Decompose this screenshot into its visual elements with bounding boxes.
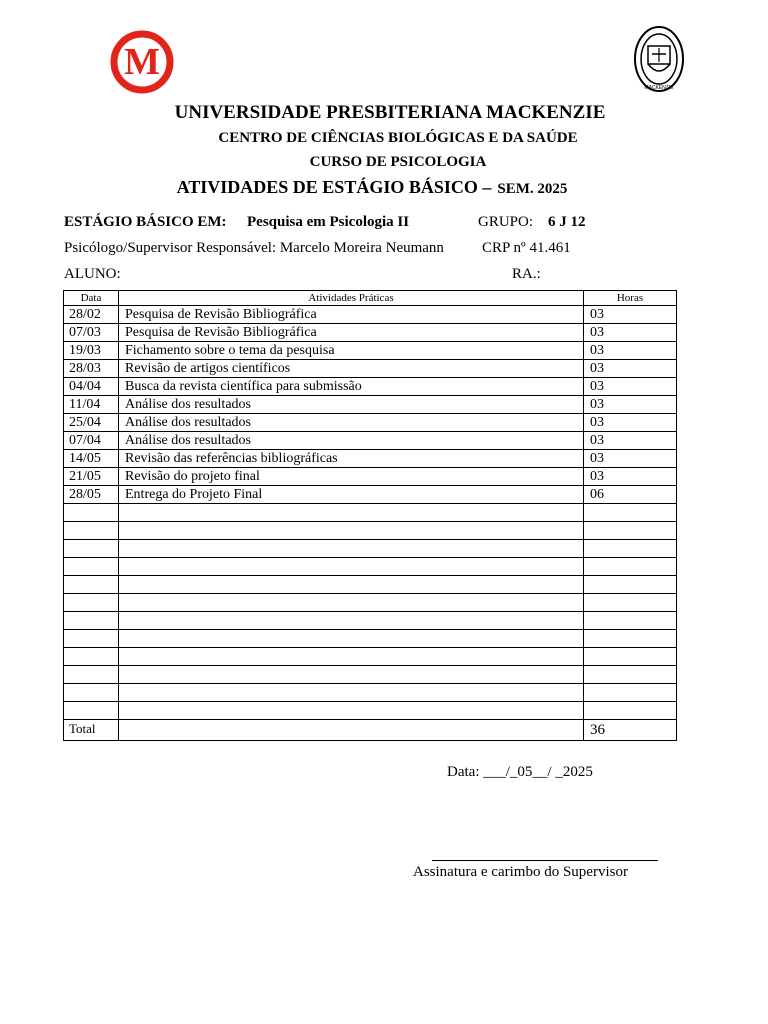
cell-date: 28/03	[64, 360, 119, 378]
cell-activity: Análise dos resultados	[119, 396, 584, 414]
grupo-value: 6 J 12	[548, 214, 586, 230]
supervisor: Psicólogo/Supervisor Responsável: Marcelo Moreira Neumann	[64, 240, 444, 256]
header-data: Data	[64, 291, 119, 306]
table-row	[64, 666, 677, 684]
table-row	[64, 540, 677, 558]
cell-hours	[584, 612, 677, 630]
cell-activity	[119, 630, 584, 648]
cell-hours: 03	[584, 396, 677, 414]
cell-hours: 06	[584, 486, 677, 504]
cell-hours	[584, 504, 677, 522]
cell-date	[64, 504, 119, 522]
university-name: UNIVERSIDADE PRESBITERIANA MACKENZIE	[174, 102, 606, 123]
cell-hours: 03	[584, 360, 677, 378]
total-value: 36	[584, 720, 677, 741]
header-horas: Horas	[584, 291, 677, 306]
cell-date	[64, 630, 119, 648]
table-row	[64, 558, 677, 576]
cell-date: 28/05	[64, 486, 119, 504]
cell-date: 25/04	[64, 414, 119, 432]
cell-date	[64, 648, 119, 666]
table-row	[64, 522, 677, 540]
cell-activity	[119, 504, 584, 522]
cell-activity	[119, 558, 584, 576]
total-row	[64, 720, 677, 741]
cell-activity	[119, 612, 584, 630]
table-row	[64, 342, 677, 360]
cell-activity	[119, 648, 584, 666]
table-row	[64, 576, 677, 594]
cell-hours: 03	[584, 450, 677, 468]
cell-hours	[584, 594, 677, 612]
cell-hours	[584, 684, 677, 702]
cell-activity	[119, 576, 584, 594]
signature-label: Assinatura e carimbo do Supervisor	[413, 864, 628, 880]
page-title	[0, 177, 756, 198]
cell-activity: Pesquisa de Revisão Bibliográfica	[119, 306, 584, 324]
cell-activity: Entrega do Projeto Final	[119, 486, 584, 504]
cell-date	[64, 612, 119, 630]
cell-date	[64, 522, 119, 540]
cell-activity: Pesquisa de Revisão Bibliográfica	[119, 324, 584, 342]
cell-activity: Revisão do projeto final	[119, 468, 584, 486]
table-row	[64, 396, 677, 414]
cell-hours: 03	[584, 414, 677, 432]
table-row	[64, 360, 677, 378]
table-row	[64, 684, 677, 702]
cell-activity: Revisão das referências bibliográficas	[119, 450, 584, 468]
cell-activity	[119, 666, 584, 684]
cell-date	[64, 594, 119, 612]
seal-text: MACKENZIE	[644, 85, 674, 91]
table-row	[64, 306, 677, 324]
table-row	[64, 450, 677, 468]
table-row	[64, 504, 677, 522]
cell-date: 14/05	[64, 450, 119, 468]
cell-activity: Busca da revista científica para submissão	[119, 378, 584, 396]
mackenzie-logo	[110, 30, 174, 94]
table-row	[64, 378, 677, 396]
cell-hours: 03	[584, 342, 677, 360]
cell-date: 19/03	[64, 342, 119, 360]
total-empty	[119, 720, 584, 741]
crp: CRP nº 41.461	[482, 240, 571, 256]
cell-date	[64, 576, 119, 594]
table-row	[64, 324, 677, 342]
cell-hours	[584, 522, 677, 540]
header-atividades: Atividades Práticas	[119, 291, 584, 306]
title-text: ATIVIDADES DE ESTÁGIO BÁSICO –	[176, 177, 492, 197]
cell-hours: 03	[584, 306, 677, 324]
cell-date	[64, 702, 119, 720]
logo-letter: M	[124, 41, 160, 83]
cell-hours	[584, 630, 677, 648]
table-row	[64, 432, 677, 450]
table-row	[64, 648, 677, 666]
cell-hours	[584, 666, 677, 684]
grupo-label: GRUPO:	[478, 214, 534, 230]
cell-date: 11/04	[64, 396, 119, 414]
university-seal	[632, 24, 686, 94]
cell-hours: 03	[584, 378, 677, 396]
cell-date	[64, 540, 119, 558]
cell-date: 28/02	[64, 306, 119, 324]
cell-activity	[119, 540, 584, 558]
table-row	[64, 486, 677, 504]
cell-activity	[119, 684, 584, 702]
table-header-row	[64, 291, 677, 306]
aluno-label: ALUNO:	[64, 266, 121, 282]
cell-hours: 03	[584, 324, 677, 342]
date-line: Data: ___/_05__/ _2025	[447, 764, 593, 780]
cell-activity: Fichamento sobre o tema da pesquisa	[119, 342, 584, 360]
cell-activity	[119, 522, 584, 540]
cell-hours	[584, 702, 677, 720]
table-row	[64, 612, 677, 630]
cell-date: 21/05	[64, 468, 119, 486]
table-row	[64, 702, 677, 720]
cell-hours: 03	[584, 432, 677, 450]
activities-table	[63, 290, 677, 741]
cell-activity	[119, 594, 584, 612]
cell-date	[64, 558, 119, 576]
table-row	[64, 468, 677, 486]
ra-label: RA.:	[512, 266, 541, 282]
cell-date	[64, 666, 119, 684]
cell-hours	[584, 540, 677, 558]
cell-date: 07/03	[64, 324, 119, 342]
cell-hours	[584, 558, 677, 576]
estagio-value: Pesquisa em Psicologia II	[247, 214, 410, 230]
cell-hours	[584, 648, 677, 666]
semester: SEM. 2025	[497, 181, 568, 197]
signature-line	[432, 860, 658, 861]
cell-date: 07/04	[64, 432, 119, 450]
total-label: Total	[64, 720, 119, 741]
cell-hours	[584, 576, 677, 594]
cell-activity	[119, 702, 584, 720]
table-row	[64, 630, 677, 648]
cell-activity: Análise dos resultados	[119, 414, 584, 432]
cell-date	[64, 684, 119, 702]
table-row	[64, 594, 677, 612]
cell-hours: 03	[584, 468, 677, 486]
center-name: CENTRO DE CIÊNCIAS BIOLÓGICAS E DA SAÚDE	[218, 130, 578, 146]
table-row	[64, 414, 677, 432]
cell-activity: Revisão de artigos científicos	[119, 360, 584, 378]
cell-activity: Análise dos resultados	[119, 432, 584, 450]
course-name: CURSO DE PSICOLOGIA	[309, 154, 487, 170]
cell-date: 04/04	[64, 378, 119, 396]
estagio-label: ESTÁGIO BÁSICO EM:	[64, 214, 227, 230]
